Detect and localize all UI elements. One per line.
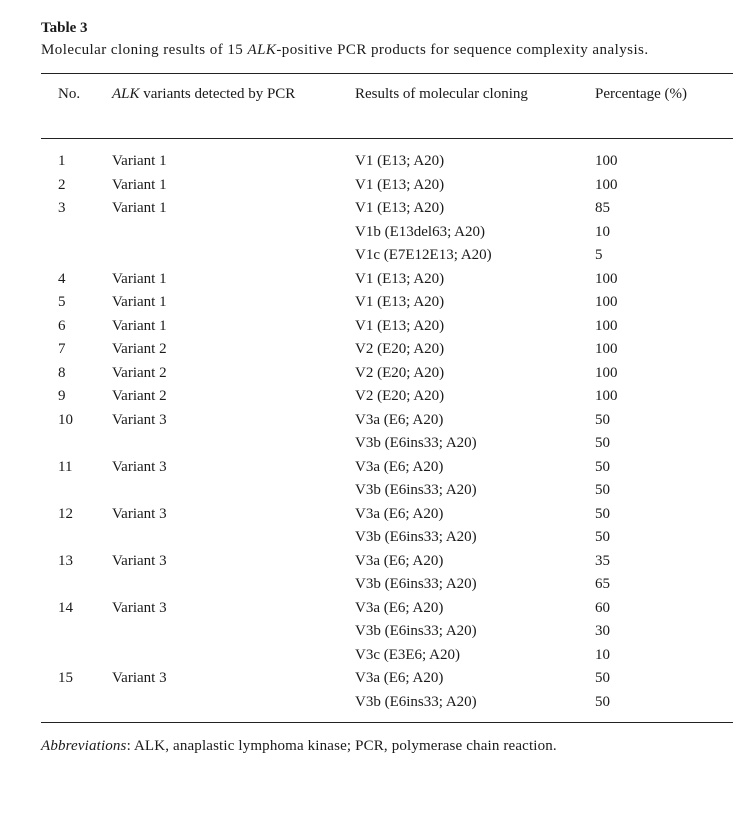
- cell-result: V3c (E3E6; A20): [355, 646, 460, 663]
- cell-variant: Variant 1: [112, 294, 167, 310]
- table-row: [41, 667, 733, 691]
- cell-result: V3b (E6ins33; A20): [355, 576, 477, 592]
- table-row: [41, 550, 733, 574]
- cell-result: V1 (E13; A20): [355, 317, 445, 334]
- cell-percentage: 100: [595, 294, 618, 310]
- cell-percentage: 10: [595, 646, 610, 663]
- table-header: [41, 82, 733, 132]
- table-row: [41, 409, 733, 433]
- table-row: [41, 503, 733, 527]
- table-row: [41, 315, 733, 339]
- table-row: [41, 691, 733, 715]
- cell-result: V3a (E6; A20): [355, 599, 444, 616]
- footnote-text: : ALK, anaplastic lymphoma kinase; PCR, polymerase chain reaction.: [126, 738, 557, 754]
- cell-percentage: 50: [595, 458, 610, 475]
- cell-percentage: 5: [595, 247, 603, 263]
- cell-result: V1c (E7E12E13; A20): [355, 247, 492, 263]
- cell-percentage: 30: [595, 623, 610, 639]
- cell-no: 15: [58, 670, 73, 686]
- cell-result: V2 (E20; A20): [355, 388, 445, 404]
- table-caption: [41, 39, 733, 61]
- cell-percentage: 100: [595, 270, 618, 287]
- table-header-rule: [41, 138, 733, 139]
- table-figure: [41, 18, 733, 757]
- cell-percentage: 100: [595, 176, 618, 193]
- cell-result: V3a (E6; A20): [355, 552, 444, 569]
- table-footnote: [41, 735, 733, 757]
- cell-result: V3a (E6; A20): [355, 411, 444, 428]
- cell-result: V3a (E6; A20): [355, 670, 444, 686]
- cell-variant: Variant 2: [112, 341, 167, 357]
- cell-result: V3b (E6ins33; A20): [355, 693, 477, 710]
- table-row: [41, 456, 733, 480]
- cell-percentage: 50: [595, 693, 610, 710]
- cell-result: V1 (E13; A20): [355, 270, 445, 287]
- caption-gene: ALK: [247, 42, 277, 58]
- cell-variant: Variant 1: [112, 200, 167, 216]
- table-row: [41, 174, 733, 198]
- cell-percentage: 50: [595, 505, 610, 522]
- cell-percentage: 50: [595, 435, 610, 451]
- table-row: [41, 597, 733, 621]
- cell-result: V3a (E6; A20): [355, 458, 444, 475]
- cell-result: V2 (E20; A20): [355, 364, 445, 381]
- cell-result: V1 (E13; A20): [355, 200, 445, 216]
- cell-variant: Variant 3: [112, 458, 167, 475]
- cell-result: V1 (E13; A20): [355, 294, 445, 310]
- cell-percentage: 50: [595, 411, 610, 428]
- cell-no: 4: [58, 270, 66, 287]
- table-row: [41, 338, 733, 362]
- cell-no: 11: [58, 458, 73, 475]
- cell-percentage: 100: [595, 317, 618, 334]
- table-row: [41, 573, 733, 597]
- table-row: [41, 244, 733, 268]
- cell-no: 8: [58, 364, 66, 381]
- cell-no: 7: [58, 341, 66, 357]
- cell-no: 13: [58, 552, 73, 569]
- cell-no: 14: [58, 599, 73, 616]
- cell-result: V1 (E13; A20): [355, 153, 445, 169]
- header-no: No.: [58, 86, 81, 102]
- cell-variant: Variant 2: [112, 388, 167, 404]
- cell-percentage: 10: [595, 223, 610, 240]
- table-row: [41, 291, 733, 315]
- cell-no: 1: [58, 153, 66, 169]
- table-top-rule: [41, 73, 733, 74]
- table-row: [41, 221, 733, 245]
- cell-result: V1 (E13; A20): [355, 176, 445, 193]
- cell-percentage: 100: [595, 388, 618, 404]
- cell-percentage: 60: [595, 599, 610, 616]
- table-row: [41, 432, 733, 456]
- table-row: [41, 268, 733, 292]
- cell-percentage: 50: [595, 670, 610, 686]
- cell-variant: Variant 3: [112, 411, 167, 428]
- cell-percentage: 85: [595, 200, 610, 216]
- cell-variant: Variant 2: [112, 364, 167, 381]
- cell-percentage: 50: [595, 482, 610, 498]
- cell-variant: Variant 3: [112, 552, 167, 569]
- header-results: Results of molecular cloning: [355, 86, 528, 102]
- cell-no: 2: [58, 176, 66, 193]
- cell-result: V3b (E6ins33; A20): [355, 435, 477, 451]
- cell-no: 12: [58, 505, 73, 522]
- table-bottom-rule: [41, 722, 733, 723]
- header-variants-gene: ALK: [112, 86, 140, 102]
- cell-variant: Variant 3: [112, 670, 167, 686]
- cell-percentage: 50: [595, 529, 610, 545]
- header-variants: [112, 82, 332, 106]
- cell-variant: Variant 3: [112, 505, 167, 522]
- caption-post: -positive PCR products for sequence complexity analysis.: [276, 42, 649, 58]
- cell-variant: Variant 1: [112, 176, 167, 193]
- cell-variant: Variant 3: [112, 599, 167, 616]
- footnote-label: Abbreviations: [41, 738, 127, 754]
- cell-no: 6: [58, 317, 66, 334]
- cell-no: 9: [58, 388, 66, 404]
- cell-result: V3a (E6; A20): [355, 505, 444, 522]
- table-row: [41, 526, 733, 550]
- caption-pre: Molecular cloning results of 15: [41, 42, 248, 58]
- cell-result: V3b (E6ins33; A20): [355, 623, 477, 639]
- header-variants-rest: variants detected by PCR: [139, 86, 296, 102]
- cell-percentage: 100: [595, 341, 618, 357]
- table-row: [41, 479, 733, 503]
- cell-no: 3: [58, 200, 66, 216]
- cell-variant: Variant 1: [112, 153, 167, 169]
- cell-percentage: 100: [595, 153, 618, 169]
- cell-variant: Variant 1: [112, 317, 167, 334]
- table-row: [41, 197, 733, 221]
- cell-result: V1b (E13del63; A20): [355, 223, 485, 240]
- header-percentage: Percentage (%): [595, 86, 688, 102]
- table-row: [41, 150, 733, 174]
- cell-percentage: 100: [595, 364, 618, 381]
- table-body: [41, 150, 733, 714]
- table-row: [41, 362, 733, 386]
- cell-result: V3b (E6ins33; A20): [355, 529, 477, 545]
- table-row: [41, 644, 733, 668]
- cell-result: V2 (E20; A20): [355, 341, 445, 357]
- cell-percentage: 35: [595, 552, 610, 569]
- cell-percentage: 65: [595, 576, 610, 592]
- table-row: [41, 620, 733, 644]
- cell-no: 5: [58, 294, 66, 310]
- table-row: [41, 385, 733, 409]
- cell-variant: Variant 1: [112, 270, 167, 287]
- table-label: Table 3: [41, 20, 88, 36]
- cell-result: V3b (E6ins33; A20): [355, 482, 477, 498]
- cell-no: 10: [58, 411, 73, 428]
